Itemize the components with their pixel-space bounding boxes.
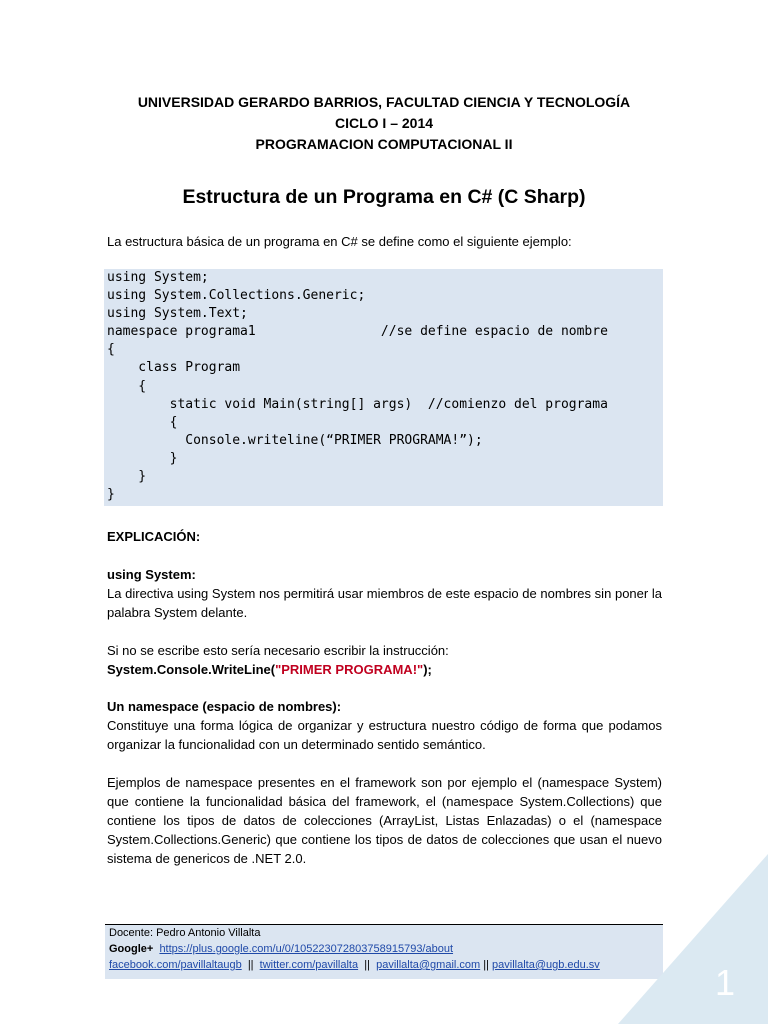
corner-triangle (618, 854, 768, 1024)
document-header (0, 92, 768, 155)
page-title: Estructura de un Programa en C# (C Sharp) (182, 186, 586, 208)
instruction-string: "PRIMER PROGRAMA!" (275, 662, 424, 677)
page-number: 1 (714, 962, 735, 1003)
header-course: PROGRAMACION COMPUTACIONAL II (255, 136, 513, 152)
footer-docente: Docente: Pedro Antonio Villalta (109, 927, 261, 939)
explanation-heading: EXPLICACIÓN: (107, 529, 201, 544)
header-cycle: CICLO I – 2014 (334, 115, 434, 131)
ugb-email-link[interactable]: pavillalta@ugb.edu.sv (492, 959, 600, 971)
instruction-suffix: ); (423, 662, 432, 677)
separator: || (483, 959, 489, 971)
code-line: { (107, 414, 178, 430)
code-line: { (107, 342, 115, 358)
code-line: } (107, 469, 147, 485)
using-heading: using System: (107, 567, 196, 582)
code-line: Console.writeline(“PRIMER PROGRAMA!”); (107, 432, 483, 448)
facebook-link[interactable]: facebook.com/pavillaltaugb (109, 959, 242, 971)
code-line: } (107, 450, 178, 466)
separator: || (247, 959, 254, 971)
code-line: static void Main(string[] args) //comienzo del programa (107, 396, 608, 412)
gmail-link[interactable]: pavillalta@gmail.com (376, 959, 481, 971)
using-text: La directiva using System nos permitirá usar miembros de este espacio de nombres sin poner la palabra System delante. (107, 586, 662, 620)
namespace-text: Constituye una forma lógica de organizar y estructura nuestro código de forma que podamos organizar la funcionalidad con un determinado sentido semántico. (107, 718, 662, 752)
code-line: { (107, 378, 147, 394)
code-line: using System.Text; (107, 306, 248, 322)
footer-contacts-row (105, 957, 663, 973)
separator: || (364, 959, 370, 971)
code-line: using System.Collections.Generic; (107, 288, 366, 304)
page-footer (105, 924, 663, 979)
twitter-link[interactable]: twitter.com/pavillalta (259, 959, 359, 971)
code-line: using System; (107, 270, 209, 285)
instruction-example (107, 660, 662, 679)
code-listing (104, 269, 663, 504)
google-plus-link[interactable]: https://plus.google.com/u/0/105223072803758915793/about (159, 943, 454, 955)
code-block (104, 269, 663, 506)
namespace-examples: Ejemplos de namespace presentes en el framework son por ejemplo el (namespace System) que contiene la funcionalidad básica del framework, el (namespace System.Collections) que contiene los tipos de datos de colecciones (ArrayList, Listas Enlazadas) o el (namespace System.Collections.Generic) que contiene los tipos de datos de colecciones que usan el nuevo sistema de genericos de .NET 2.0. (107, 775, 662, 866)
code-line: class Program (107, 360, 241, 376)
code-line: namespace programa1 //se define espacio de nombre (107, 324, 608, 340)
instruction-prefix: System.Console.WriteLine( (107, 662, 276, 677)
footer-google-label: Google+ (109, 943, 154, 955)
header-university: UNIVERSIDAD GERARDO BARRIOS, FACULTAD CIENCIA Y TECNOLOGÍA (137, 94, 631, 110)
namespace-heading: Un namespace (espacio de nombres): (107, 699, 342, 714)
page-corner-decoration (618, 854, 768, 1024)
intro-text: La estructura básica de un programa en C# se define como el siguiente ejemplo: (107, 234, 572, 249)
code-line: } (107, 487, 115, 503)
using-note: Si no se escribe esto sería necesario escribir la instrucción: (107, 643, 449, 658)
footer-google-row (105, 941, 663, 957)
